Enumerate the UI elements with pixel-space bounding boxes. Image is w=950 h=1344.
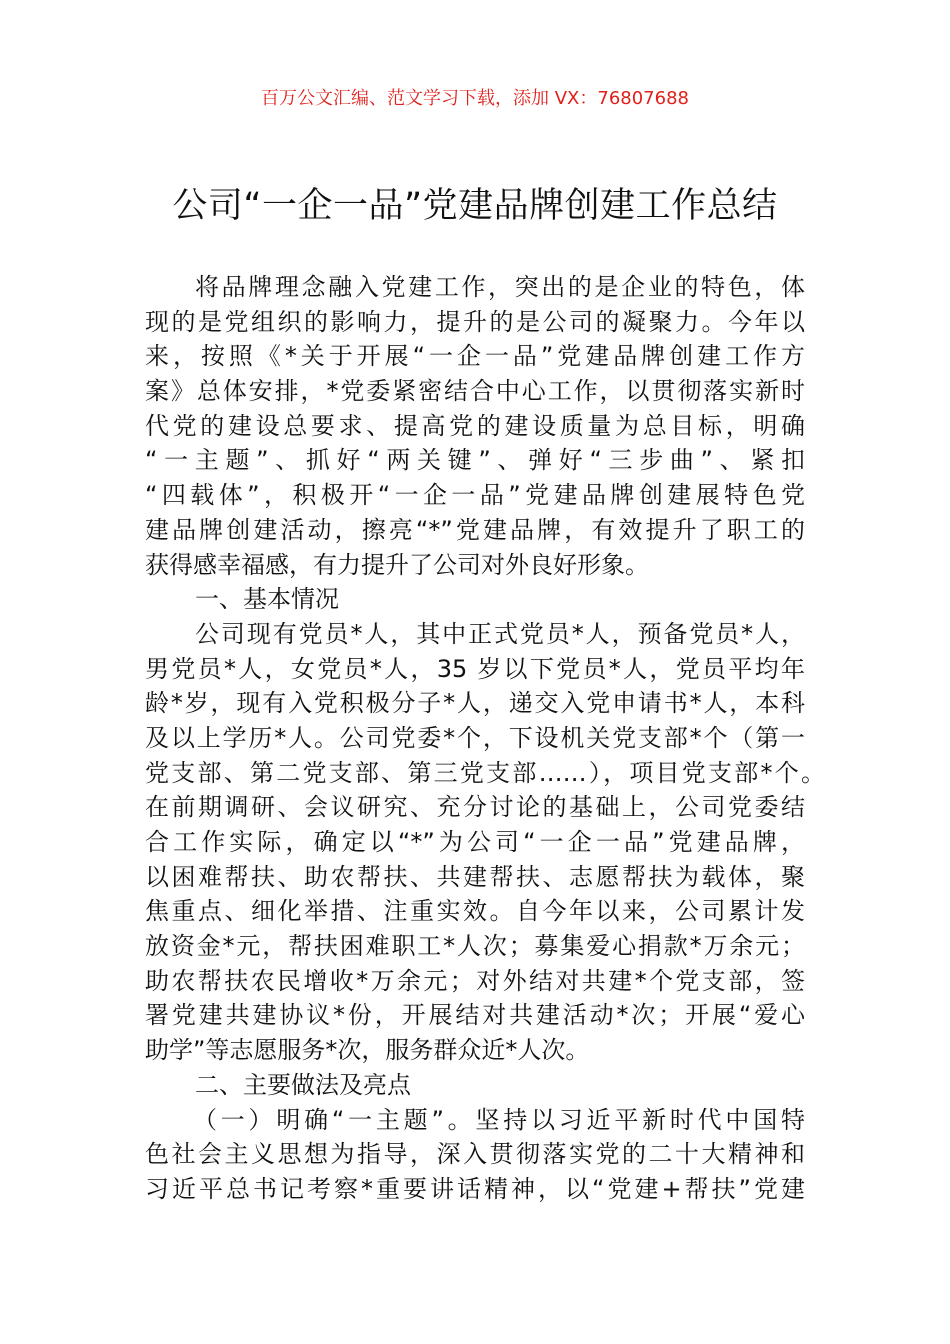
paragraph-line: 署党建共建协议*份，开展结对共建活动*次；开展“爱心 bbox=[145, 1001, 805, 1030]
subsection-line: （一）明确“一主题”。坚持以习近平新时代中国特 bbox=[193, 1105, 805, 1134]
paragraph-line: 焦重点、细化举措、注重实效。自今年以来，公司累计发 bbox=[145, 897, 805, 926]
paragraph-line: 代党的建设总要求、提高党的建设质量为总目标，明确 bbox=[145, 411, 805, 440]
paragraph-line: 公司现有党员*人，其中正式党员*人，预备党员*人， bbox=[195, 619, 805, 648]
paragraph-line: 助学”等志愿服务*次，服务群众近*人次。 bbox=[145, 1036, 590, 1065]
paragraph-line: 助农帮扶农民增收*万余元；对外结对共建*个党支部，签 bbox=[145, 966, 805, 995]
paragraph-line: 来，按照《*关于开展“一企一品”党建品牌创建工作方 bbox=[145, 342, 805, 371]
paragraph-line: 放资金*元，帮扶困难职工*人次；募集爱心捐款*万余元； bbox=[145, 932, 805, 961]
paragraph-line: 习近平总书记考察*重要讲话精神，以“党建+帮扶”党建 bbox=[145, 1174, 805, 1203]
paragraph-line: 将品牌理念融入党建工作，突出的是企业的特色，体 bbox=[195, 273, 805, 301]
paragraph-line: 党支部、第二党支部、第三党支部……），项目党支部*个。 bbox=[145, 758, 825, 787]
watermark-header: 百万公文汇编、范文学习下载，添加 VX：76807688 bbox=[261, 88, 689, 109]
paragraph-line: “四载体”，积极开“一企一品”党建品牌创建展特色党 bbox=[145, 481, 805, 510]
document-title: 公司“一企一品”党建品牌创建工作总结 bbox=[172, 186, 778, 226]
document-body bbox=[145, 270, 825, 1207]
paragraph-line: 以困难帮扶、助农帮扶、共建帮扶、志愿帮扶为载体，聚 bbox=[145, 862, 805, 891]
paragraph-line: 合工作实际，确定以“*”为公司“一企一品”党建品牌， bbox=[145, 828, 805, 856]
paragraph-line: 建品牌创建活动，擦亮“*”党建品牌，有效提升了职工的 bbox=[145, 515, 805, 544]
paragraph-line: 龄*岁，现有入党积极分子*人，递交入党申请书*人，本科 bbox=[145, 689, 805, 718]
section-heading: 一、基本情况 bbox=[195, 585, 339, 614]
paragraph-line: 在前期调研、会议研究、充分讨论的基础上，公司党委结 bbox=[145, 793, 805, 822]
paragraph-line: “一主题”、抓好“两关键”、弹好“三步曲”、紧扣 bbox=[145, 446, 805, 475]
paragraph-line: 色社会主义思想为指导，深入贯彻落实党的二十大精神和 bbox=[145, 1140, 805, 1169]
paragraph-line: 案》总体安排，*党委紧密结合中心工作，以贯彻落实新时 bbox=[145, 377, 805, 406]
paragraph-line: 获得感幸福感，有力提升了公司对外良好形象。 bbox=[145, 550, 649, 579]
section-heading: 二、主要做法及亮点 bbox=[195, 1070, 411, 1099]
paragraph-line: 男党员*人，女党员*人，35 岁以下党员*人，党员平均年 bbox=[145, 654, 805, 683]
paragraph-line: 现的是党组织的影响力，提升的是公司的凝聚力。今年以 bbox=[145, 307, 805, 336]
paragraph-line: 及以上学历*人。公司党委*个，下设机关党支部*个（第一 bbox=[145, 723, 805, 752]
